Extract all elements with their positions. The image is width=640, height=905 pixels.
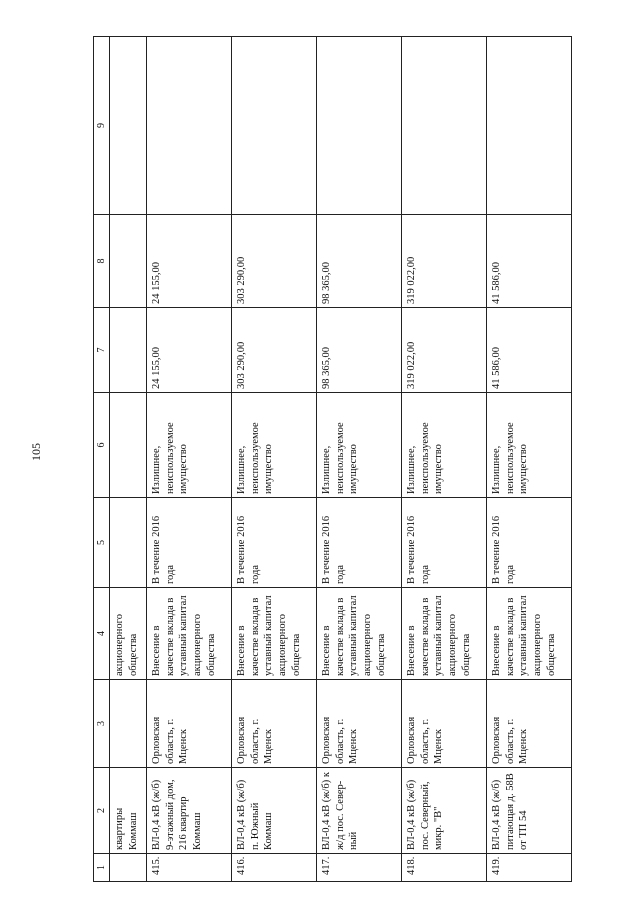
row-number: 419. [487, 854, 572, 882]
continuation-cell [110, 854, 147, 882]
object-location: Орловская область, г. Мценск [487, 680, 572, 768]
continuation-cell [110, 308, 147, 393]
privatization-method: Внесение в качестве вклада в уставный капитал акционерного общества [402, 588, 487, 680]
header-cell: 9 [94, 37, 110, 215]
market-value: 98 365,00 [317, 215, 402, 308]
object-location: Орловская область, г. Мценск [232, 680, 317, 768]
object-name: ВЛ-0,4 кВ (ж/б) питающая д. 58В от ТП 54 [487, 768, 572, 854]
notes-cell [487, 37, 572, 215]
privatization-method: Внесение в качестве вклада в уставный капитал акционерного общества [317, 588, 402, 680]
continuation-cell [110, 498, 147, 588]
header-cell: 8 [94, 215, 110, 308]
privatization-reason: Излишнее, неиспользуемое имущество [232, 393, 317, 498]
market-value: 24 155,00 [147, 215, 232, 308]
row-number: 416. [232, 854, 317, 882]
table-row [232, 37, 317, 882]
header-cell: 5 [94, 498, 110, 588]
privatization-term: В течение 2016 года [232, 498, 317, 588]
object-name: ВЛ-0,4 кВ (ж/б) п. Южный Коммаш [232, 768, 317, 854]
table-row [317, 37, 402, 882]
residual-value: 98 365,00 [317, 308, 402, 393]
privatization-reason: Излишнее, неиспользуемое имущество [147, 393, 232, 498]
header-row [94, 37, 110, 882]
residual-value: 303 290,00 [232, 308, 317, 393]
table-row [487, 37, 572, 882]
privatization-term: В течение 2016 года [402, 498, 487, 588]
privatization-method: Внесение в качестве вклада в уставный капитал акционерного общества [232, 588, 317, 680]
privatization-term: В течение 2016 года [147, 498, 232, 588]
object-location: Орловская область, г. Мценск [317, 680, 402, 768]
object-location: Орловская область, г. Мценск [402, 680, 487, 768]
continuation-name: квартиры Коммаш [110, 768, 147, 854]
notes-cell [232, 37, 317, 215]
object-location: Орловская область, г. Мценск [147, 680, 232, 768]
header-cell: 2 [94, 768, 110, 854]
continuation-method: акционерного общества [110, 588, 147, 680]
privatization-reason: Излишнее, неиспользуемое имущество [402, 393, 487, 498]
object-name: ВЛ-0,4 кВ (ж/б) пос. Северный, микр. "В" [402, 768, 487, 854]
residual-value: 24 155,00 [147, 308, 232, 393]
header-cell: 3 [94, 680, 110, 768]
notes-cell [317, 37, 402, 215]
privatization-term: В течение 2016 года [317, 498, 402, 588]
continuation-cell [110, 680, 147, 768]
object-name: ВЛ-0,4 кВ (ж/б) к ж/д пос. Север-ный [317, 768, 402, 854]
page-number: 105 [29, 443, 43, 461]
header-cell: 4 [94, 588, 110, 680]
property-table [93, 36, 572, 882]
privatization-term: В течение 2016 года [487, 498, 572, 588]
residual-value: 41 586,00 [487, 308, 572, 393]
header-cell: 1 [94, 854, 110, 882]
market-value: 303 290,00 [232, 215, 317, 308]
continuation-cell [110, 37, 147, 215]
notes-cell [147, 37, 232, 215]
continuation-cell [110, 393, 147, 498]
row-number: 417. [317, 854, 402, 882]
notes-cell [402, 37, 487, 215]
row-number: 415. [147, 854, 232, 882]
privatization-method: Внесение в качестве вклада в уставный капитал акционерного общества [147, 588, 232, 680]
privatization-method: Внесение в качестве вклада в уставный капитал акционерного общества [487, 588, 572, 680]
table-row [147, 37, 232, 882]
continuation-row [110, 37, 147, 882]
object-name: ВЛ-0,4 кВ (ж/б) 9-этажный дом, 216 квартир Коммаш [147, 768, 232, 854]
continuation-cell [110, 215, 147, 308]
header-cell: 6 [94, 393, 110, 498]
market-value: 319 022,00 [402, 215, 487, 308]
market-value: 41 586,00 [487, 215, 572, 308]
table-row [402, 37, 487, 882]
property-table-container [93, 37, 588, 882]
header-cell: 7 [94, 308, 110, 393]
residual-value: 319 022,00 [402, 308, 487, 393]
privatization-reason: Излишнее, неиспользуемое имущество [487, 393, 572, 498]
row-number: 418. [402, 854, 487, 882]
privatization-reason: Излишнее, неиспользуемое имущество [317, 393, 402, 498]
